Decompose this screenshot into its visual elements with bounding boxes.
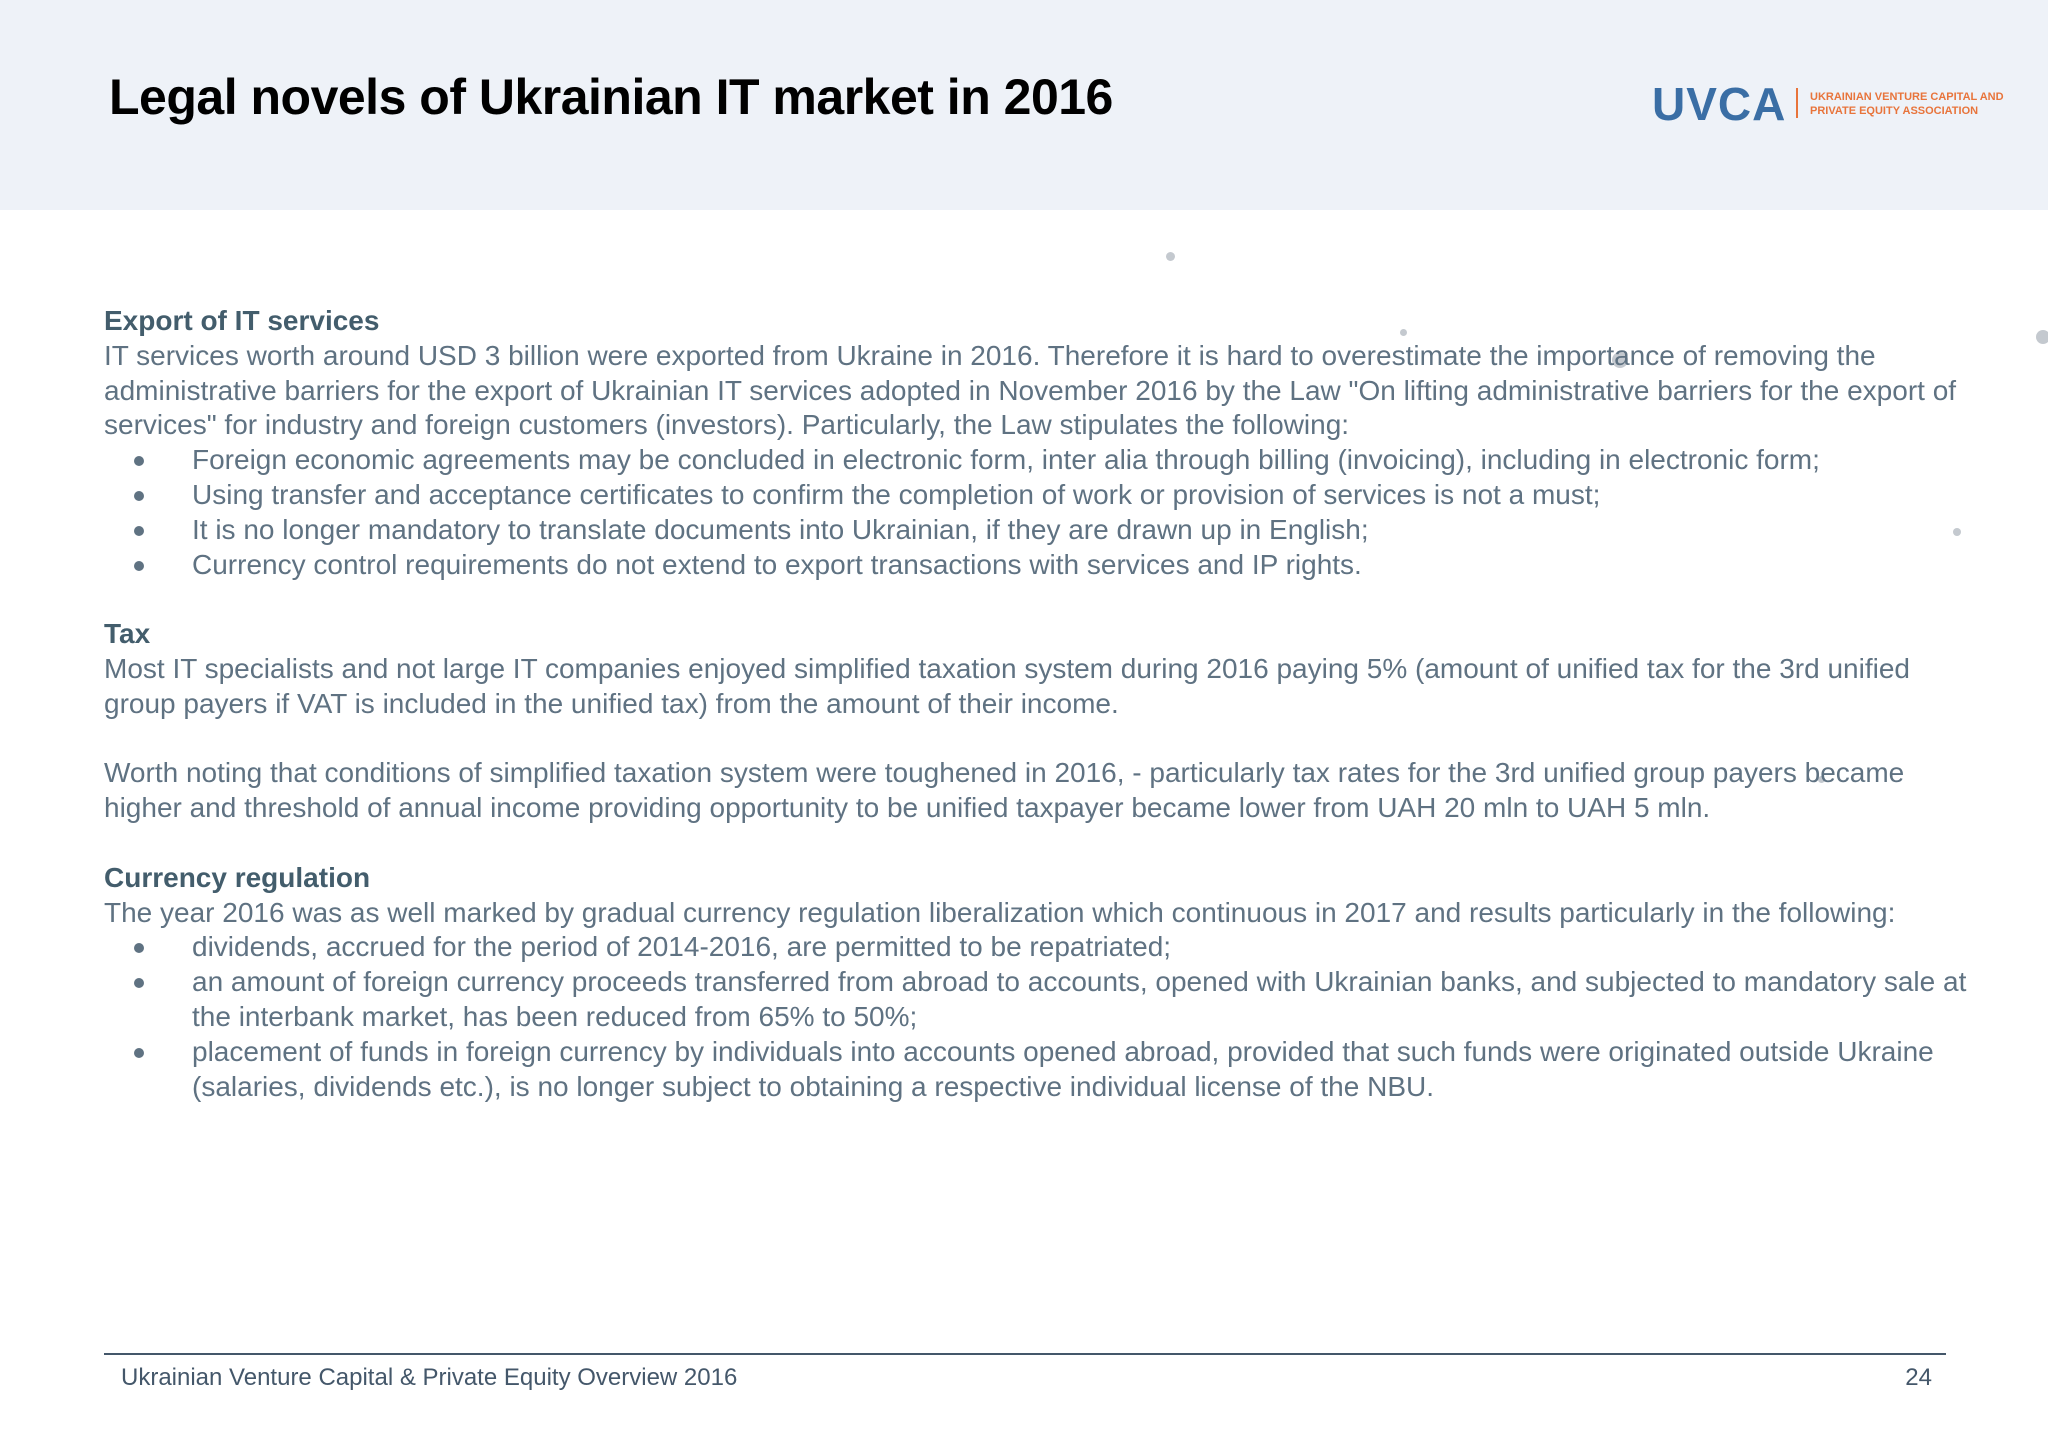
list-item: It is no longer mandatory to translate documents into Ukrainian, if they are drawn up in English; [104, 513, 1984, 548]
export-bullet-list [104, 443, 1984, 582]
spacer [104, 826, 1984, 861]
footer-divider [104, 1353, 1946, 1355]
decorative-dot [1166, 252, 1175, 261]
main-content [104, 304, 1984, 1104]
list-item: dividends, accrued for the period of 2014-2016, are permitted to be repatriated; [104, 930, 1984, 965]
currency-intro: The year 2016 was as well marked by gradual currency regulation liberalization which continuous in 2017 and results particularly in the following: [104, 896, 1896, 928]
section-title-export: Export of IT services [104, 305, 380, 336]
logo-mark: UVCA [1652, 78, 1787, 130]
page-number: 24 [1905, 1364, 1932, 1391]
footer-text: Ukrainian Venture Capital & Private Equity Overview 2016 [121, 1364, 738, 1391]
tax-paragraph-1: Most IT specialists and not large IT companies enjoyed simplified taxation system during 2016 paying 5% (amount of unified tax for the 3rd unified group payers if VAT is included in the unified tax) from the amount of their income. [104, 652, 1910, 719]
spacer [104, 722, 1984, 757]
spacer [104, 582, 1984, 617]
list-item: Currency control requirements do not extend to export transactions with services and IP rights. [104, 548, 1984, 583]
list-item: Foreign economic agreements may be concluded in electronic form, inter alia through billing (invoicing), including in electronic form; [104, 443, 1984, 478]
logo-text: UKRAINIAN VENTURE CAPITAL AND PRIVATE EQUITY ASSOCIATION [1810, 91, 2004, 117]
list-item: Using transfer and acceptance certificates to confirm the completion of work or provision of services is not a must; [104, 478, 1984, 513]
logo-divider [1796, 88, 1798, 118]
section-title-currency: Currency regulation [104, 861, 371, 893]
page-title: Legal novels of Ukrainian IT market in 2016 [109, 69, 1113, 125]
export-intro: IT services worth around USD 3 billion were exported from Ukraine in 2016. Therefore it is hard to overestimate the importance of removing the administrative barriers for the export of Ukrainian IT services adopted in November 2016 by the Law "On lifting administrative barriers for the export of services" for industry and foreign customers (investors). Particularly, the Law stipulates the following: [104, 339, 1957, 441]
currency-bullet-list [104, 930, 1984, 1104]
list-item: an amount of foreign currency proceeds transferred from abroad to accounts, opened with Ukrainian banks, and subjected to mandatory sale at the interbank market, has been reduced from 65% to 50%; [104, 965, 1984, 1035]
section-title-tax: Tax [104, 618, 151, 650]
list-item: placement of funds in foreign currency by individuals into accounts opened abroad, provided that such funds were originated outside Ukraine (salaries, dividends etc.), is no longer subject to obtaining a respective individual license of the NBU. [104, 1035, 1984, 1105]
decorative-dot [2036, 330, 2048, 344]
header-band [0, 0, 2048, 210]
tax-paragraph-2: Worth noting that conditions of simplified taxation system were toughened in 2016, - particularly tax rates for the 3rd unified group payers became higher and threshold of annual income providing opportunity to be unified taxpayer became lower from UAH 20 mln to UAH 5 mln. [104, 757, 1905, 824]
